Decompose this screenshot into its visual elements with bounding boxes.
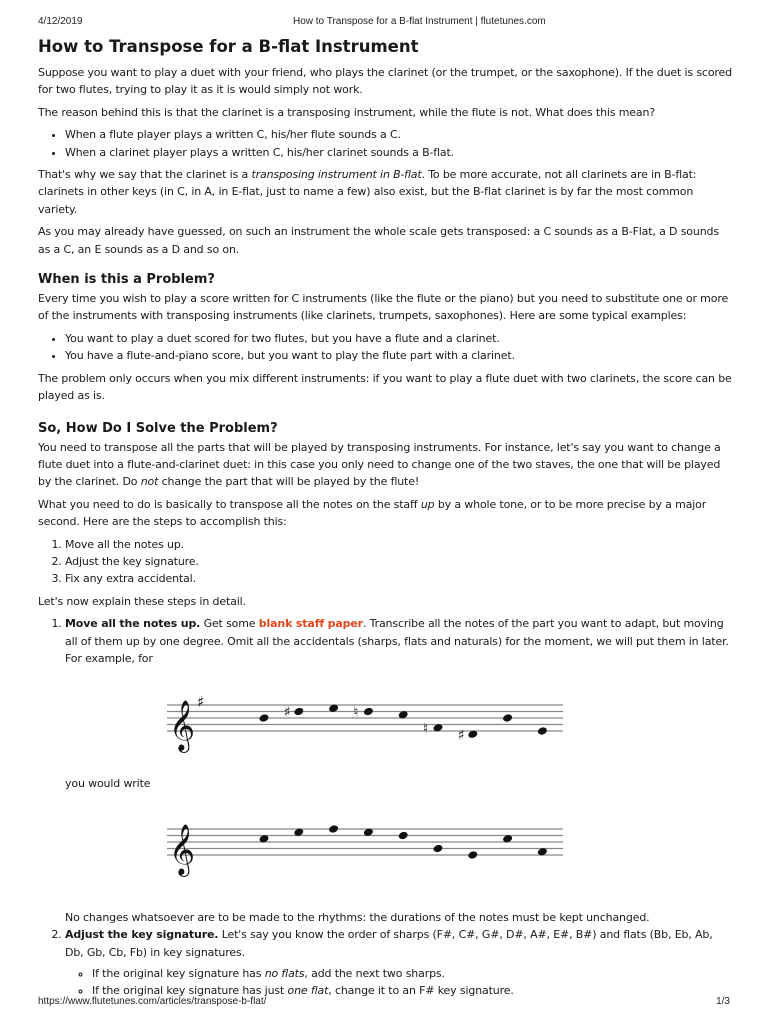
detail-item (65, 926, 732, 1000)
text: , change it to an F# key signature. (328, 984, 514, 998)
bold-lead: Move all the notes up. (65, 617, 201, 631)
paragraph: Let's now explain these steps in detail. (38, 594, 246, 608)
note-head (502, 714, 513, 724)
intro-paragraph (38, 166, 732, 218)
emphasis: not (140, 475, 159, 489)
print-date: 4/12/2019 (38, 16, 83, 27)
print-url: https://www.flutetunes.com/articles/transpose-b-flat/ (38, 996, 267, 1007)
text: by a whole tone, or to be more precise by a major second. Here are the steps to accomplish this: (38, 497, 707, 529)
text: For example, for (65, 651, 153, 665)
text: You need to transpose all the parts that will be played by transposing instruments. For instance, let's say you want to change a flute duet into a flute-and-clarinet duet: in this case you only need to change one of the two staves, the one that will be played by the clarinet. Do (38, 440, 721, 489)
emphasis: up (420, 497, 435, 511)
emphasis: transposing instrument in B-flat (251, 168, 422, 182)
intro-list (38, 126, 732, 161)
text: That's why we say that the clarinet is a (38, 168, 252, 182)
music-staff-transposed (163, 799, 583, 909)
emphasis: one flat (287, 984, 329, 998)
note-head (259, 714, 270, 724)
text: change the part that will be played by the flute! (158, 475, 420, 489)
list-item: 1. Move all the notes up. (65, 536, 732, 553)
note-head (363, 707, 374, 717)
steps-list (38, 536, 732, 588)
text: Let's say you know the order of sharps (F#, C#, G#, D#, A#, E#, B#) and flats (Bb, Eb, Ab, Db, Gb, Cb, Fb) in key signatures. (65, 928, 713, 959)
text: . Transcribe all the notes of the part you want to adapt, but moving all of them up by one degree. Omit all the accidentals (sharps, flats and naturals) for the moment, we will put them in later. (65, 617, 729, 648)
text: What you need to do is basically to transpose all the notes on the staff (38, 497, 421, 511)
sharp-accidental: ♯ (457, 727, 465, 744)
natural-accidental: ♮ (353, 704, 359, 721)
text: you would write (65, 777, 151, 791)
note-head (467, 850, 478, 860)
music-staff-original (163, 675, 583, 775)
print-page-number: 1/3 (716, 996, 730, 1007)
paragraph (38, 496, 732, 531)
list-item: • When a flute player plays a written C, his/her flute sounds a C. (65, 126, 732, 143)
treble-clef-icon: 𝄞 (169, 700, 195, 752)
key-signature-sharp: ♯ (197, 693, 205, 712)
paragraph (38, 439, 732, 491)
print-page-title: How to Transpose for a B-flat Instrument | flutetunes.com (293, 16, 546, 27)
article (38, 36, 732, 1005)
blank-staff-paper-link[interactable]: blank staff paper (258, 617, 363, 631)
detail-item (65, 615, 732, 926)
emphasis: no flats (264, 967, 305, 980)
sub-list (65, 965, 732, 1000)
intro-paragraph: As you may already have guessed, on such an instrument the whole scale gets transposed: a C sounds as a B-Flat, a D sounds as a C, an E sounds as a D and so on. (38, 225, 719, 256)
natural-accidental: ♮ (423, 721, 428, 738)
text: Get some (200, 617, 259, 631)
list-item: • You want to play a duet scored for two flutes, but you have a flute and a clarinet. (65, 330, 732, 347)
list-item: 3. Fix any extra accidental. (65, 570, 732, 587)
text: If the original key signature has just (92, 984, 288, 998)
list-item: • You have a flute-and-piano score, but you want to play the flute part with a clarinet. (65, 347, 732, 364)
intro-paragraph: The reason behind this is that the clarinet is a transposing instrument, while the flute is not. What does this mean? (38, 105, 656, 119)
text: . To be more accurate, not all clarinets are in B-flat: clarinets in other keys (in C, in A, in E-flat, just to name a few) also exist, but the B-flat clarinet is by far the most common variety. (38, 168, 697, 216)
list-item (92, 965, 732, 982)
note-head (537, 727, 548, 737)
page-title: How to Transpose for a B-flat Instrument (38, 37, 419, 56)
section-heading: When is this a Problem? (38, 272, 215, 288)
intro-paragraph: Suppose you want to play a duet with your friend, who plays the clarinet (or the trumpet, or the saxophone). If the duet is scored for two flutes, trying to play it as it is would simply not work. (38, 66, 732, 97)
text: No changes whatsoever are to be made to the rhythms: the durations of the notes must be kept unchanged. (65, 910, 650, 924)
note-head (398, 831, 409, 841)
note-head (328, 824, 339, 834)
paragraph: Every time you wish to play a score written for C instruments (like the flute or the piano) but you need to substitute one or more of the instruments with transposing instruments (like clarinets, trumpets, saxophones). Here are some typical examples: (38, 292, 729, 323)
note-head (433, 844, 444, 854)
sharp-accidental: ♯ (283, 704, 291, 721)
text: , add the next two sharps. (304, 967, 445, 980)
bold-lead: Adjust the key signature. (65, 928, 219, 942)
examples-list (38, 330, 732, 365)
text: If the original key signature has (92, 967, 265, 980)
treble-clef-icon: 𝄞 (169, 823, 195, 875)
list-item: 2. Adjust the key signature. (65, 553, 732, 570)
section-heading: So, How Do I Solve the Problem? (38, 420, 278, 436)
note-head (293, 707, 304, 717)
list-item: • When a clarinet player plays a written C, his/her clarinet sounds a B-flat. (65, 144, 732, 161)
paragraph: The problem only occurs when you mix different instruments: if you want to play a flute duet with two clarinets, the score can be played as is. (38, 371, 732, 403)
details-list (38, 615, 732, 1000)
